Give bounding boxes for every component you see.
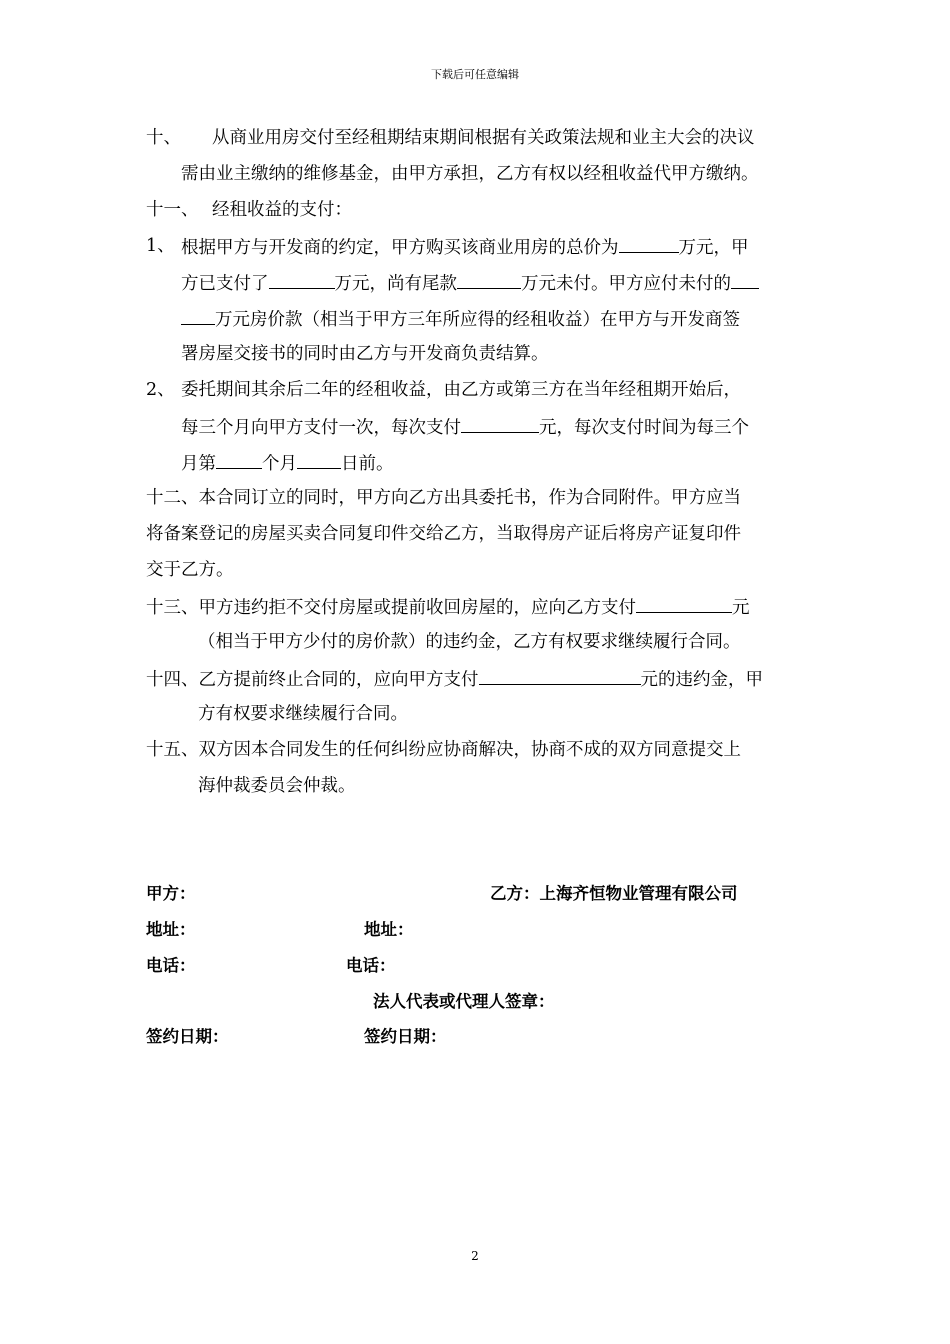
clause-14-line-2: 方有权要求继续履行合同。 bbox=[198, 704, 408, 724]
phone-a-label: 电话： bbox=[146, 956, 196, 975]
blank-unpaid-amount-start[interactable] bbox=[731, 271, 759, 289]
blank-penalty-b[interactable] bbox=[479, 667, 641, 685]
sign-date-a-label: 签约日期： bbox=[146, 1027, 229, 1046]
item-1-line-2: 方已支付了 万元，尚有尾款 万元未付。甲方应付未付的 bbox=[181, 271, 759, 295]
item-2-line-2: 每三个月向甲方支付一次，每次支付 元，每次支付时间为每三个 bbox=[181, 415, 749, 439]
clause-13-line-2: （相当于甲方少付的房价款）的违约金，乙方有权要求继续履行合同。 bbox=[198, 632, 741, 652]
blank-remaining-amount[interactable] bbox=[457, 271, 521, 289]
blank-payment-amount[interactable] bbox=[461, 415, 539, 433]
blank-unpaid-amount-end[interactable] bbox=[181, 307, 215, 325]
clause-12-line-1: 十二、本合同订立的同时，甲方向乙方出具委托书，作为合同附件。甲方应当 bbox=[146, 488, 741, 508]
blank-month[interactable] bbox=[216, 451, 262, 469]
clause-10-line-2: 需由业主缴纳的维修基金，由甲方承担，乙方有权以经租收益代甲方缴纳。 bbox=[181, 164, 759, 184]
party-b-label: 乙方：上海齐恒物业管理有限公司 bbox=[490, 884, 738, 903]
blank-total-price[interactable] bbox=[619, 235, 679, 253]
address-b-label: 地址： bbox=[364, 920, 414, 939]
item-1-line-1: 根据甲方与开发商的约定，甲方购买该商业用房的总价为 万元，甲 bbox=[181, 235, 749, 259]
clause-11-title: 经租收益的支付： bbox=[212, 200, 352, 220]
phone-b-label: 电话： bbox=[346, 956, 396, 975]
page-header-note: 下载后可任意编辑 bbox=[431, 68, 519, 81]
clause-12-line-2: 将备案登记的房屋买卖合同复印件交给乙方，当取得房产证后将房产证复印件 bbox=[146, 524, 741, 544]
clause-14-line-1: 十四、乙方提前终止合同的，应向甲方支付 元的违约金，甲 bbox=[146, 667, 763, 691]
item-2-line-3: 月第 个月 日前。 bbox=[181, 451, 394, 475]
item-2-line-1: 委托期间其余后二年的经租收益，由乙方或第三方在当年经租期开始后， bbox=[181, 380, 741, 400]
blank-penalty-a[interactable] bbox=[636, 595, 732, 613]
item-1-line-3: 万元房价款（相当于甲方三年所应得的经租收益）在甲方与开发商签 bbox=[181, 307, 740, 331]
clause-12-line-3: 交于乙方。 bbox=[146, 560, 234, 580]
item-1-number: 1、 bbox=[146, 236, 175, 256]
legal-rep-signature-label: 法人代表或代理人签章： bbox=[373, 992, 555, 1011]
blank-day[interactable] bbox=[297, 451, 341, 469]
clause-11-number: 十一、 bbox=[146, 200, 199, 220]
clause-13-line-1: 十三、甲方违约拒不交付房屋或提前收回房屋的，应向乙方支付 元 bbox=[146, 595, 750, 619]
clause-10-line-1: 从商业用房交付至经租期结束期间根据有关政策法规和业主大会的决议 bbox=[212, 128, 755, 148]
clause-15-line-1: 十五、双方因本合同发生的任何纠纷应协商解决，协商不成的双方同意提交上 bbox=[146, 740, 741, 760]
party-a-label: 甲方： bbox=[146, 884, 196, 903]
sign-date-b-label: 签约日期： bbox=[364, 1027, 447, 1046]
clause-10-number: 十、 bbox=[146, 128, 181, 148]
address-a-label: 地址： bbox=[146, 920, 196, 939]
item-1-line-4: 署房屋交接书的同时由乙方与开发商负责结算。 bbox=[181, 344, 549, 364]
page-number: 2 bbox=[471, 1249, 479, 1263]
item-2-number: 2、 bbox=[146, 380, 175, 400]
clause-15-line-2: 海仲裁委员会仲裁。 bbox=[198, 776, 356, 796]
blank-paid-amount[interactable] bbox=[269, 271, 335, 289]
